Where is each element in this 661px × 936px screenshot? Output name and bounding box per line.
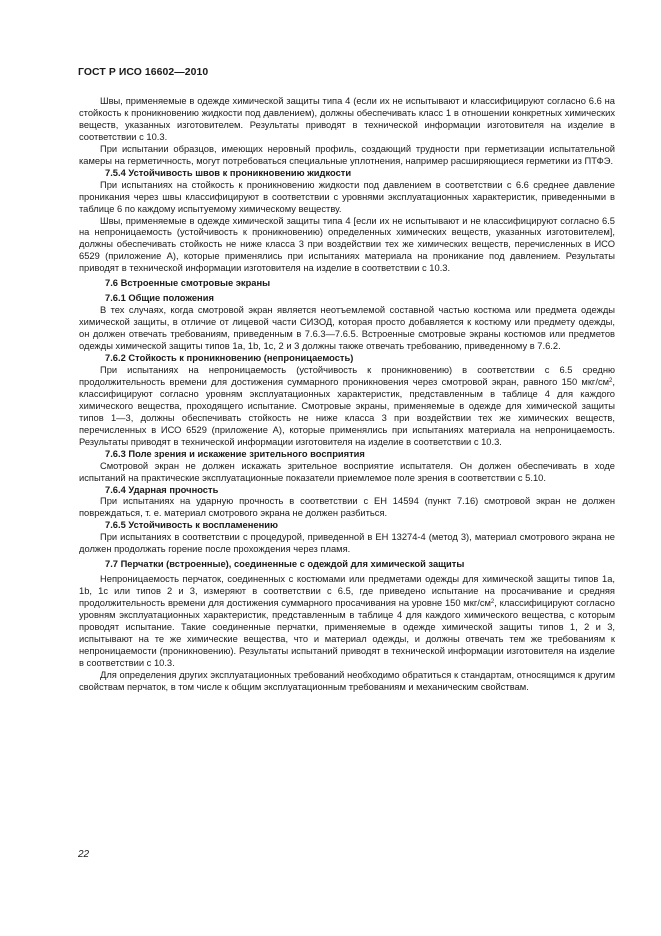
paragraph: При испытаниях в соответствии с процедурой, приведенной в ЕН 13274-4 (метод 3), материал смотрового экрана не должен продолжать горение после прохождения через пламя. [79,532,615,555]
document-body [79,96,615,694]
paragraph: При испытании образцов, имеющих неровный профиль, создающий трудности при герметизации испытательной камеры на герметичность, могут потребоваться специальные уплотнения, например расширяющиеся герметики из ПТФЭ. [79,143,615,166]
paragraph: При испытаниях на стойкость к проникновению жидкости под давлением в соответствии с 6.6 среднее давление проникания через швы классифицируют в соответствии с уровнями эксплуатационных характеристик, приведенными в таблице 6 по каждому испытуемому химическому веществу. [79,179,615,214]
text-run: При испытаниях на непроницаемость (устойчивость к проникновению) в соответствии с 6.5 средню продолжительность времени для достижения суммарного проникновения через смотровой экран, равного 150 мкг/см [79,364,615,387]
section-heading-7-5-4: 7.5.4 Устойчивость швов к проникновению жидкости [105,167,352,178]
superscript: 2 [609,377,613,384]
text-run: Непроницаемость перчаток, соединенных с костюмами или предметами одежды для химической защиты типов 1а, 1b, 1с или типов 2 и 3, измеряют в соответствии с 6.5, где приведено испытание на просачивание и средняя продолжительность времени для достижения суммарного просачивания на уровне 150 мкг/см [79,574,615,609]
superscript: 2 [490,599,495,606]
paragraph: Швы, применяемые в одежде химической защиты типа 4 (если их не испытывают и классифицируют согласно 6.6 на стойкость к проникновению жидкости под давлением), должны обеспечивать класс 1 в отношении конкретных химических веществ, указанных изготовителем. Результаты приводят в технической информации изготовителя на изделие в соответствии с 10.3. [79,96,615,142]
paragraph: Швы, применяемые в одежде химической защиты типа 4 [если их не испытывают и не классифицируют согласно 6.5 на непроницаемость (устойчивость к проникновению) определенных химических веществ, указанных изготовителем], должны обеспечивать стойкость не ниже класса 3 при воздействии тех же химических веществ, перечисленных в ИСО 6529 (приложение А), которые применялись при испытаниях материала на проникание под давлением. Результаты приводят в технической информации изготовителя на изделие в соответствии с 10.3. [79,215,615,274]
section-heading-7-7: 7.7 Перчатки (встроенные), соединенные с одеждой для химической защиты [105,559,465,570]
paragraph: Смотровой экран не должен искажать зрительное восприятие испытателя. Он должен обеспечивать в ходе испытаний на практические эксплуатационные показатели приемлемое поле зрения в соответствии с 5.10. [79,460,615,483]
paragraph [79,574,615,670]
section-heading-7-6-2: 7.6.2 Стойкость к проникновению (непроницаемость) [105,353,354,364]
paragraph: Для определения других эксплуатационных требований необходимо обратиться к стандартам, относящимся к другим свойствам перчаток, в том числе к общим эксплуатационным требованиям и механическим свойствам. [79,669,615,692]
section-heading-7-6-5: 7.6.5 Устойчивость к воспламенению [105,520,278,531]
section-heading-7-6-1: 7.6.1 Общие положения [105,293,214,304]
text-run: , классифицируют согласно уровням эксплуатационных характеристик, представленным в таблице 4 для каждого химического вещества, проходящего испытание. Смотровые экраны, применяемые в одежде для химической защиты типов 1—3, должны обеспечивать стойкость не ниже класса 3 при воздействии тех же химических веществ, перечисленных в ИСО 6529 (приложение А), которые применялись при испытаниях материала на непроницаемость. Результаты приводят в технической информации изготовителя на изделие в соответствии с 10.3. [79,376,615,447]
section-heading-7-6-3: 7.6.3 Поле зрения и искажение зрительного восприятия [105,448,365,459]
paragraph [79,365,615,449]
document-header: ГОСТ Р ИСО 16602—2010 [78,67,209,78]
paragraph: При испытаниях на ударную прочность в соответствии с ЕН 14594 (пункт 7.16) смотровой экран не должен повреждаться, т. е. материал смотрового экрана не должен разбиться. [79,496,615,519]
paragraph: В тех случаях, когда смотровой экран является неотъемлемой составной частью костюма или предмета одежды химической защиты, в отличие от лицевой части СИЗОД, которая просто добавляется к костюму или предмету одежды, он должен отвечать требованиям, приведенным в 7.6.3—7.6.5. Встроенные смотровые экраны костюмов или предметов одежды химической защиты типов 1а, 1b, 1с, 2 и 3 должны также отвечать требованию, приведенному в 7.6.2. [79,305,615,352]
text-run: , классифицируют согласно уровням эксплуатационных характеристик, представленным в таблице 4 для каждого химического вещества, с которым проводят испытание. Такие соединенные перчатки, применяемые в одежде химической защиты типов 1, 2 и 3, испытывают на те же химические вещества, что и материал одежды, и должны отвечать тем же требованиям к непроницаемости (проникновению). Результаты испытаний приводят в технической информации изготовителя на изделие в соответствии с 10.3. [79,598,615,668]
section-heading-7-6-4: 7.6.4 Ударная прочность [105,484,219,495]
section-heading-7-6: 7.6 Встроенные смотровые экраны [105,278,271,289]
page-number: 22 [78,849,90,860]
